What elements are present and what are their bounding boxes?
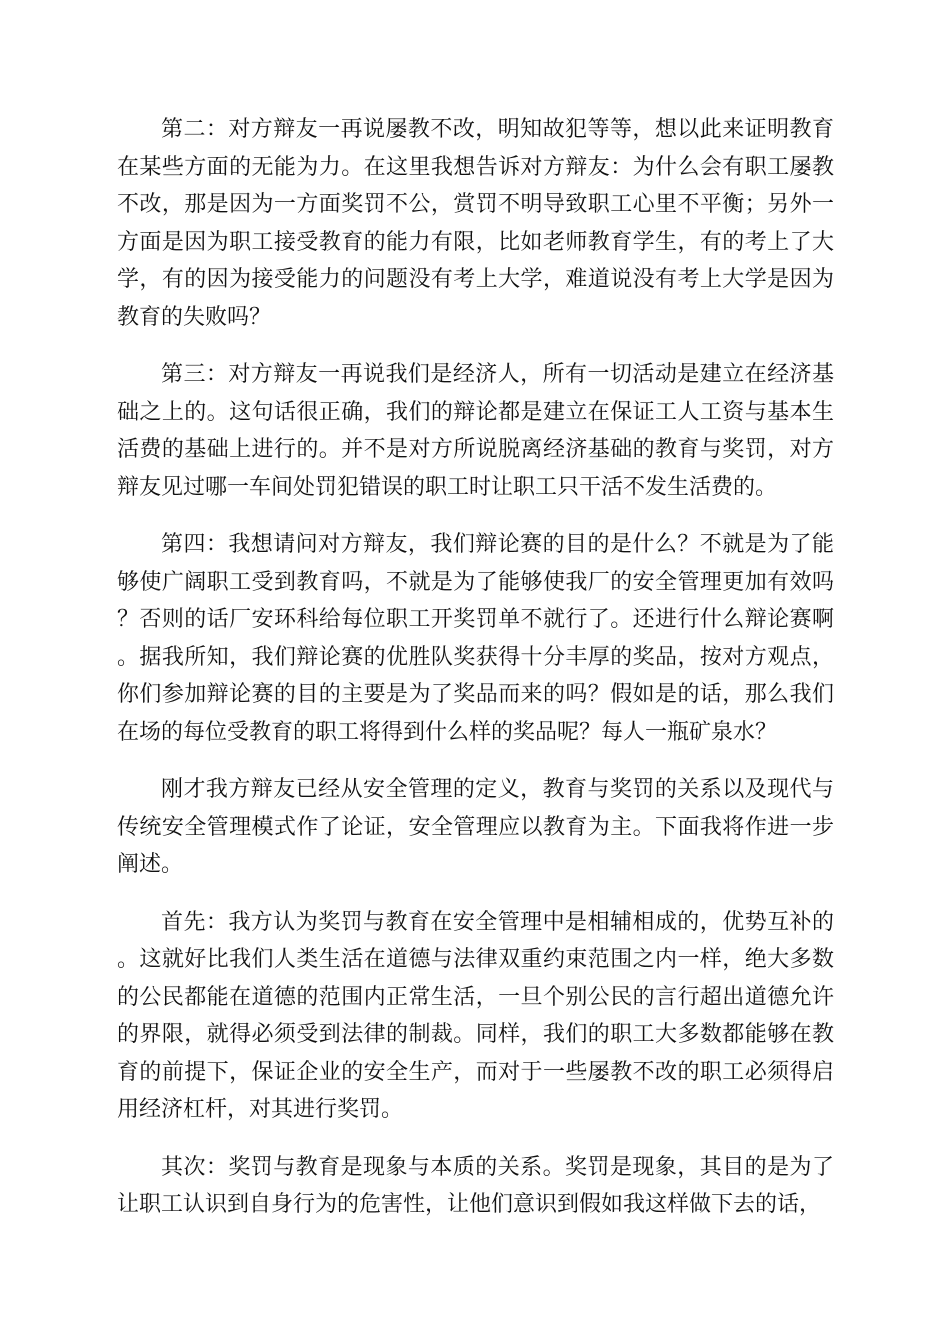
paragraph-transition: 刚才我方辩友已经从安全管理的定义，教育与奖罚的关系以及现代与传统安全管理模式作了论证，安全管理应以教育为主。下面我将作进一步阐述。: [117, 777, 834, 877]
paragraph-second-argument: 其次：奖罚与教育是现象与本质的关系。奖罚是现象，其目的是为了让职工认识到自身行为的危害性，让他们意识到假如我这样做下去的话，: [117, 1154, 834, 1217]
paragraph-second-point: 第二：对方辩友一再说屡教不改，明知故犯等等，想以此来证明教育在某些方面的无能为力。在这里我想告诉对方辩友：为什么会有职工屡教不改，那是因为一方面奖罚不公，赏罚不明导致职工心里不平衡；另外一方面是因为职工接受教育的能力有限，比如老师教育学生，有的考上了大学，有的因为接受能力的问题没有考上大学，难道说没有考上大学是因为教育的失败吗？: [117, 117, 834, 330]
paragraph-third-point: 第三：对方辩友一再说我们是经济人，所有一切活动是建立在经济基础之上的。这句话很正确，我们的辩论都是建立在保证工人工资与基本生活费的基础上进行的。并不是对方所说脱离经济基础的教育与奖罚，对方辩友见过哪一车间处罚犯错误的职工时让职工只干活不发生活费的。: [117, 362, 834, 500]
paragraph-fourth-point: 第四：我想请问对方辩友，我们辩论赛的目的是什么？不就是为了能够使广阔职工受到教育吗，不就是为了能够使我厂的安全管理更加有效吗？否则的话厂安环科给每位职工开奖罚单不就行了。还进行什么辩论赛啊。据我所知，我们辩论赛的优胜队奖获得十分丰厚的奖品，按对方观点，你们参加辩论赛的目的主要是为了奖品而来的吗？假如是的话，那么我们在场的每位受教育的职工将得到什么样的奖品呢？每人一瓶矿泉水？: [117, 532, 834, 745]
document-body: [117, 111, 834, 1244]
paragraph-first-argument: 首先：我方认为奖罚与教育在安全管理中是相辅相成的，优势互补的。这就好比我们人类生活在道德与法律双重约束范围之内一样，绝大多数的公民都能在道德的范围内正常生活，一旦个别公民的言行超出道德允许的界限，就得必须受到法律的制裁。同样，我们的职工大多数都能够在教育的前提下，保证企业的安全生产，而对于一些屡教不改的职工必须得启用经济杠杆，对其进行奖罚。: [117, 909, 834, 1122]
